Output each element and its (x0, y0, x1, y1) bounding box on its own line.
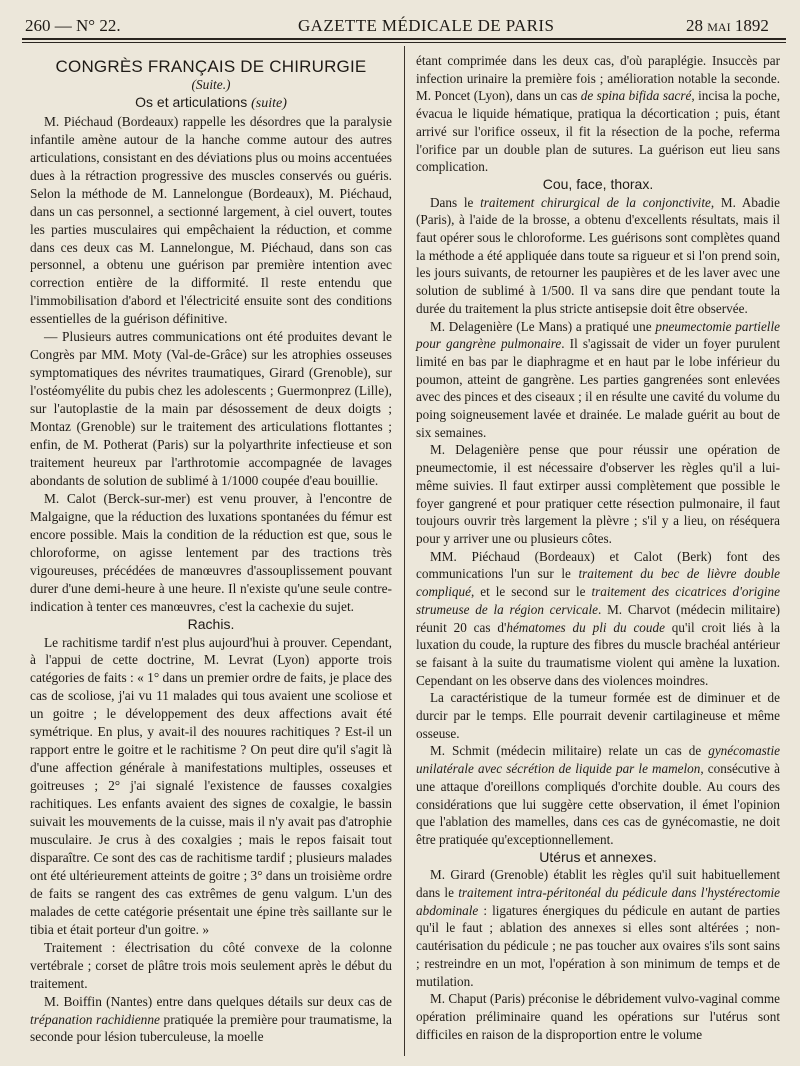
paragraph: M. Calot (Berck-sur-mer) est venu prouver, à l'encontre de Malgaigne, que la réduction des luxations spontanées du fémur est encore possible. Mais la condition de la réduction est que, sous le chloroforme, on agisse lentement par des tractions très vigoureuses, précédées de manœuvres d'assouplissement pouvant durer d'une demi-heure à une heure. Il n'existe qu'une seule contre-indication à tenter ces manœuvres, c'est la cachexie du sujet. (30, 490, 392, 614)
section-heading-rachis: Rachis. (187, 615, 235, 632)
italic-term: traitement intra-péritonéal du pédicule dans l'hystérectomie abdominale (416, 885, 780, 918)
paragraph (416, 318, 780, 442)
article-suite: (Suite.) (191, 76, 231, 92)
section-heading-uterus: Utérus et annexes. (539, 848, 657, 865)
header-rule-thin (22, 42, 786, 43)
paragraph: Le rachitisme tardif n'est plus aujourd'hui à prouver. Cependant, à l'appui de cette doctrine, M. Levrat (Lyon) apporte trois catégories de faits : « 1° dans un premier ordre de faits, je place des cas de scoliose, j'ai vu 11 malades qui tous avaient une scoliose et un goitre ; le développement des deux affections avait été symétrique. En plus, y avait-il des nouures rachitiques ? Est-il un rapport entre le goitre et le rachitisme ? On peut dire qu'il s'agit là d'une affection générale à manifestations multiples, osseuses et goitreuses ; 2° j'ai signalé l'existence de fausses coxalgies rachitiques. Les enfants avaient des signes de coxalgie, le bassin suivait les mouvements de la cuisse, mais il n'y avait pas d'atrophie musculaire. Je crus à des coxalgies ; mais le repos faisait tout disparaître. Ce sont des cas de rachitisme tardif ; plusieurs malades ont été ultérieurement atteints de goitre ; 3° dans un troisième ordre de faits se rangent des cas extrêmes de genu valgum. L'un des malades de cette catégorie présentait une épine très saillante sur le tibia et était porteur d'un goitre. » (30, 634, 392, 937)
paragraph: Traitement : électrisation du côté convexe de la colonne vertébrale ; corset de plâtre trois mois seulement après le début du traitement. (30, 939, 392, 991)
text-run: M. Delagenière (Le Mans) a pratiqué une (430, 318, 656, 334)
text-run: , incisa la poche, évacua le liquide hématique, pratiqua la décortication ; puis, étant arrivé sur l'orifice osseux, il fit la résection de la poche, referma l'orifice par un double plan de sutures. La guérison eut lieu sans complication. (416, 88, 780, 175)
issue-date: 28 mai 1892 (686, 16, 769, 35)
text-run: , et le second sur le (470, 584, 592, 600)
text-run: Dans le (430, 194, 481, 210)
paragraph: M. Chaput (Paris) préconise le débridement vulvo-vaginal comme opération préliminaire quand les opérations sur l'utérus sont difficiles en raison de la disproportion entre le volume (416, 991, 780, 1042)
section-heading-os-text: Os et articulations (135, 93, 248, 110)
text-run: : ligatures énergiques du pédicule en autant de parties qu'il le faut ; ablation des annexes si elles sont altérées ; non-cautérisation du pédicule ; ne pas toucher aux ovaires s'ils sont sains ; restreindre en un mot, l'opération à son minimum de temps et de mutilation. (416, 902, 780, 989)
italic-term: traitement chirurgical de la conjonctivite (480, 194, 711, 210)
article-title: CONGRÈS FRANÇAIS DE CHIRURGIE (55, 57, 367, 76)
section-heading-os (30, 94, 392, 113)
paragraph: M. Piéchaud (Bordeaux) rappelle les désordres que la paralysie infantile amène autour de la hanche comme autour des autres articulations, consistant en des déviations plus ou moins accentuées dues à la rétraction progressive des muscles conservés ou guéris. Selon la méthode de M. Lannelongue (Bordeaux), M. Piéchaud, dans un cas personnel, a sectionné largement, à ciel ouvert, toutes les parties musculaires qui empêchaient la réduction, et comme dans ces deux cas M. Lannelongue, M. Piéchaud, dans son cas personnel, a obtenu une guérison par première intention avec correction entière de la difformité. Il reste entendu que l'immobilisation d'abord et l'électricité ensuite sont des conditions essentielles de la guérison définitive. (30, 113, 392, 327)
paragraph: M. Delagenière pense que pour réussir une opération de pneumectomie, il est nécessaire d'observer les règles qu'il a lui-même suivies. Il faut extirper aussi complètement que possible le foyer gangrené et pour pratiquer cette résection pulmonaire, il faut toujours ouvrir très largement la plèvre ; s'il y a lieu, on réséquera pour y arriver une ou plusieurs côtes. (416, 442, 780, 546)
header-rule (22, 38, 786, 40)
section-heading-os-suite: (suite) (251, 95, 287, 111)
paragraph (416, 548, 780, 690)
text-run: M. Boiffin (Nantes) entre dans quelques détails sur deux cas de (44, 993, 392, 1009)
text-run: M. Schmit (médecin militaire) relate un cas de (430, 743, 709, 759)
italic-term: hématomes du pli du coude (506, 619, 665, 635)
paragraph (416, 866, 780, 990)
text-run: qu'il croit liés à la luxation du coude, la rupture des fibres du muscle brachéal antérieur se faisant à la suite du traumatisme violent qui amène la luxation. Cependant on les observe dans des violences moindres. (416, 619, 780, 688)
paragraph: — Plusieurs autres communications ont été produites devant le Congrès par MM. Moty (Val-de-Grâce) sur les atrophies osseuses symptomatiques des névrites traumatiques, Girard (Grenoble), sur l'ostéomyélite du pubis chez les adolescents ; Guermonprez (Lille), sur l'autoplastie de la main par désossement de deux doigts ; Montaz (Grenoble) sur le traitement des articulations flottantes ; enfin, de M. Potherat (Paris) sur la polyarthrite infectieuse et son traitement heureux par l'arthrotomie accompagnée de lavages abondants de solution de sublimé à 1/1000 coupée d'eau bouillie. (30, 329, 392, 488)
text-run: M. Girard (Grenoble) établit les règles qu'il suit habituellement dans le (416, 867, 780, 901)
section-heading-cou: Cou, face, thorax. (542, 175, 654, 192)
column-separator (404, 46, 405, 1056)
right-column (416, 52, 780, 1043)
paragraph (416, 742, 780, 848)
italic-term: pneumectomie partielle pour gangrène pulmonaire (416, 318, 780, 352)
text-run: . Il s'agissait de vider un foyer purulent limité en bas par le diaphragme et en haut par le lobe inférieur du poumon, atteint de gangrène. Les parties gangrenées sont enlevées avec des pinces et des ciseaux ; il en résulte une cavité du volume du poing soigneusement lavée et drainée. Le malade guérit au bout de six semaines. (416, 336, 780, 440)
text-run: , M. Abadie (Paris), à l'aide de la brosse, a obtenu d'excellents résultats, mais il faut opérer sous le chloroforme. Les guérisons sont complètes quand la méthode a été appliquée dans toute sa rigueur et si l'on prend soin, les jours suivants, de retourner les paupières et de les laver avec une solution de sublimé à 1/500. Il va sans dire que pendant toute la durée du traitement la plus stricte antisepsie doit être observée. (416, 194, 780, 316)
italic-term: de spina bifida sacré (580, 88, 692, 104)
text-run: MM. Piéchaud (Bordeaux) et Calot (Berk) font des communications l'un sur le (416, 548, 780, 582)
text-run: . M. Charvot (médecin militaire) réunit 20 cas d' (416, 601, 780, 635)
page-number: 260 — N° 22. (25, 16, 121, 35)
text-run: pratiquée la première pour traumatisme, la seconde pour lésion tuberculeuse, la moelle (30, 1011, 392, 1045)
paragraph (416, 194, 780, 318)
italic-term: traitement des cicatrices d'origine strumeuse de la région cervicale (416, 584, 780, 617)
paragraph (416, 52, 780, 176)
journal-title: GAZETTE MÉDICALE DE PARIS (298, 16, 555, 35)
italic-term: trépanation rachidienne (30, 1011, 160, 1027)
text-run: , consécutive à une attaque d'oreillons compliqués d'orchite double. Au cours des considérations que lui suggère cette observation, il émet l'opinion que l'ablation des mamelles, dans ces cas de gynécomastie, ne doit être pratiquée qu'exceptionnellement. (416, 761, 780, 847)
page-header (0, 0, 800, 42)
paragraph: La caractéristique de la tumeur formée est de diminuer et de durcir par le temps. Elle pourrait devenir cartilagineuse et même osseuse. (416, 690, 780, 741)
paragraph (30, 993, 392, 1047)
italic-term: gynécomastie unilatérale avec sécrétion de liquide par le mamelon (416, 743, 780, 777)
left-column (30, 58, 392, 1046)
italic-term: traitement du bec de lièvre double compliqué (416, 566, 781, 600)
text-run: étant comprimée dans les deux cas, d'où paraplégie. Insuccès par infection urinaire la première fois ; amélioration notable la seconde. M. Poncet (Lyon), dans un cas (416, 53, 780, 104)
